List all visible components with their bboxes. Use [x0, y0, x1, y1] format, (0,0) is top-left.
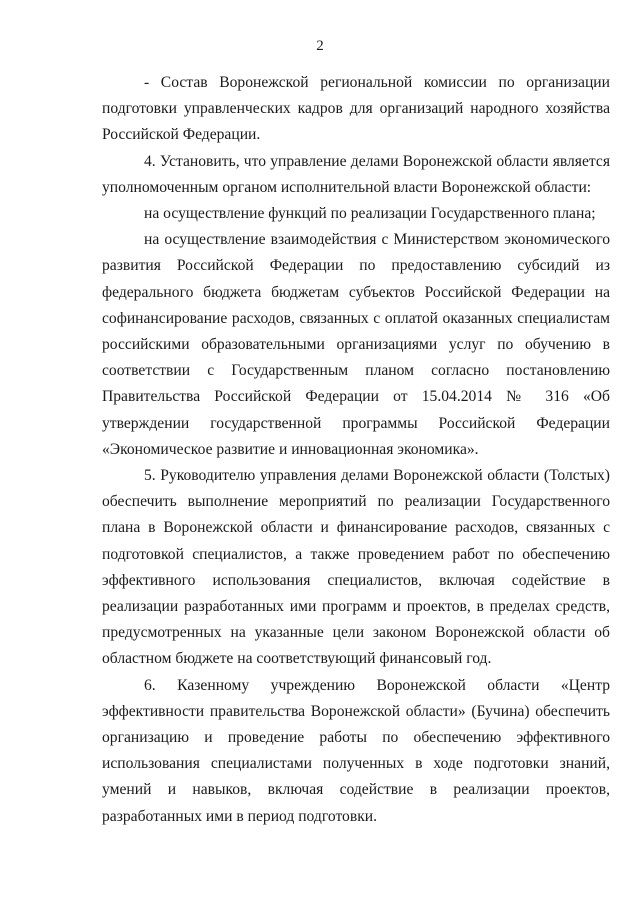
paragraph-item-5: 5. Руководителю управления делами Воронежской области (Толстых) обеспечить выполнение мероприятий по реализации Государственного плана в Воронежской области и финансирование расходов, связанных с подготовкой специалистов, а также проведением работ по обеспечению эффективного использования специалистов, включая содействие в реализации разработанных ими программ и проектов, в пределах средств, предусмотренных на указанные цели законом Воронежской области об областном бюджете на соответствующий финансовый год. — [102, 467, 610, 668]
paragraph-item-6: 6. Казенному учреждению Воронежской области «Центр эффективности правительства Воронежской области» (Бучина) обеспечить организацию и проведение работы по обеспечению эффективного использования специалистами полученных в ходе подготовки знаний, умений и навыков, включая содействие в реализации проектов, разработанных ими в период подготовки. — [102, 676, 610, 825]
page-number: 2 — [316, 38, 324, 54]
paragraph-item-4: 4. Установить, что управление делами Воронежской области является уполномоченным органом исполнительной власти Воронежской области: — [102, 152, 610, 196]
paragraph-functions: на осуществление функций по реализации Государственного плана; — [144, 205, 596, 223]
paragraph-interaction: на осуществление взаимодействия с Министерством экономического развития Российской Федерации по предоставлению субсидий из федерального бюджета бюджетам субъектов Российской Федерации на софинансирование расходов, связанных с оплатой оказанных специалистам российскими образовательными организациями услуг по обучению в соответствии с Государственным планом согласно постановлению Правительства Российской Федерации от 15.04.2014 № 316 «Об утверждении государственной программы Российской Федерации «Экономическое развитие и инновационная экономика». — [102, 231, 610, 458]
document-body — [102, 70, 610, 830]
paragraph-commission-list: - Состав Воронежской региональной комиссии по организации подготовки управленческих кадров для организаций народного хозяйства Российской Федерации. — [102, 74, 610, 144]
